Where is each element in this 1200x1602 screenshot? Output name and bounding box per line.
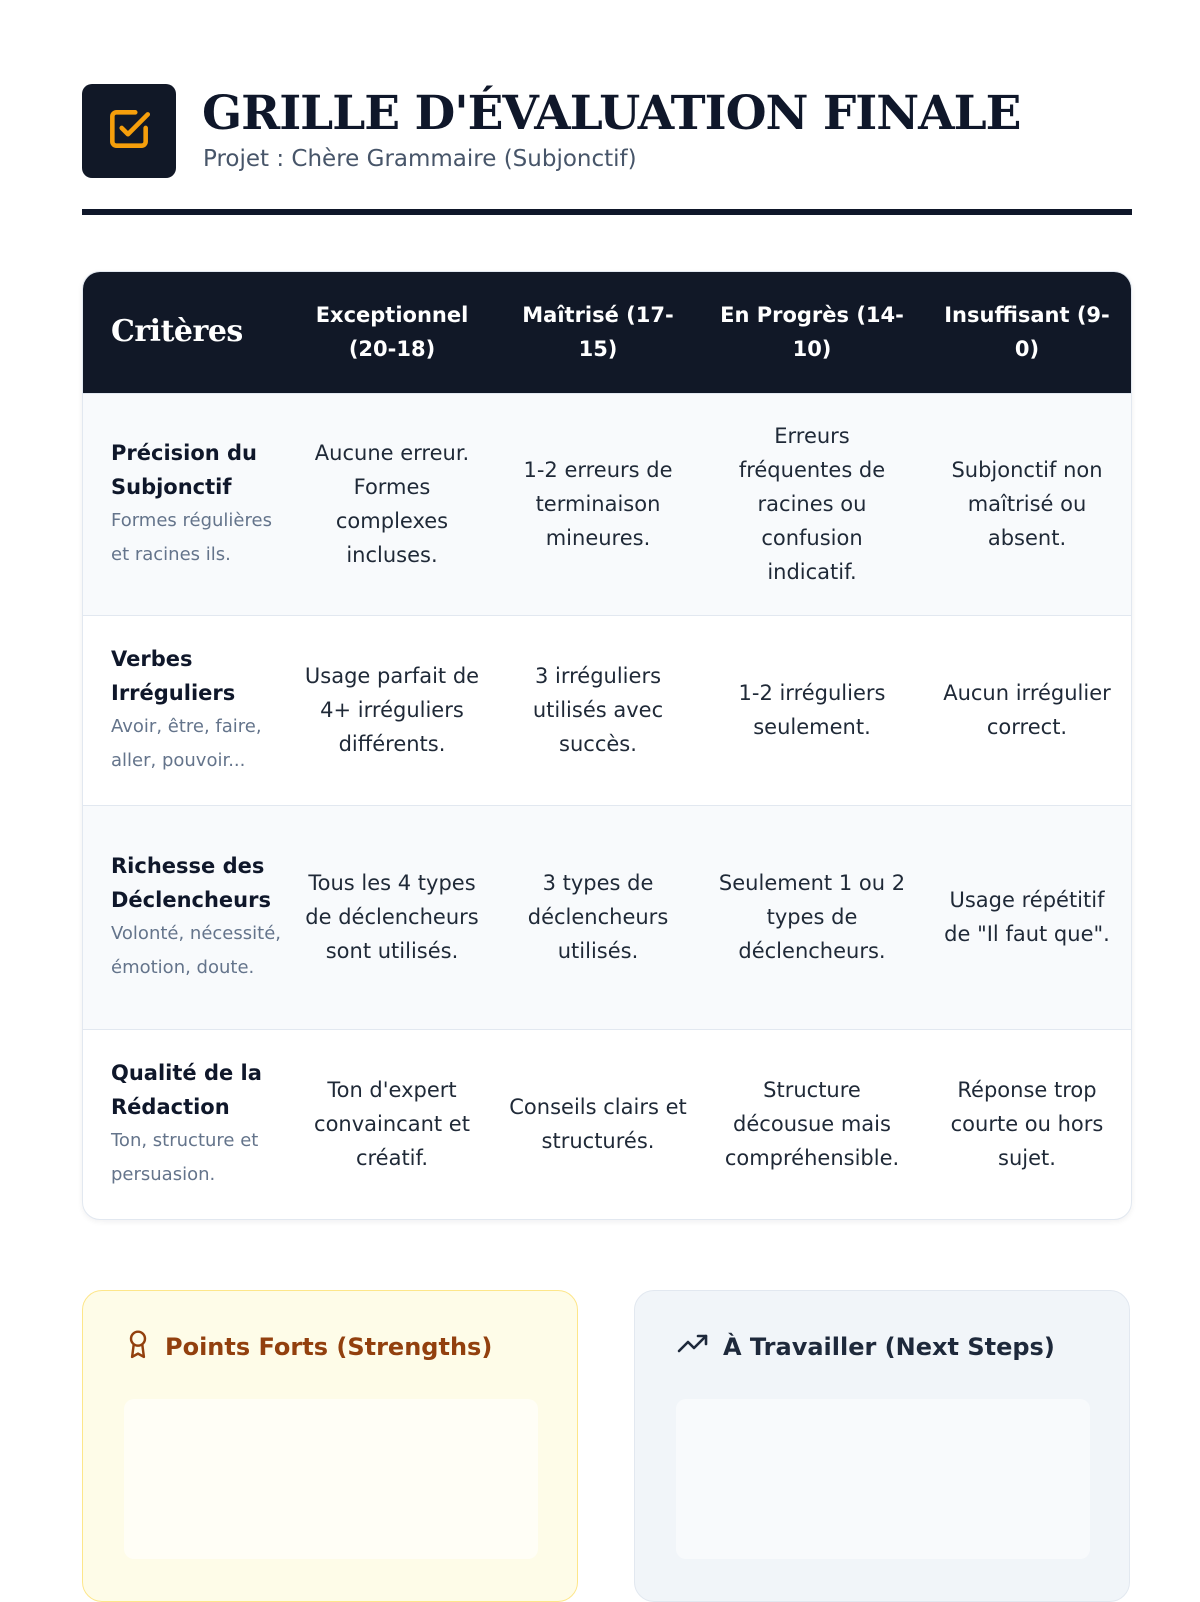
page-subtitle: Projet : Chère Grammaire (Subjonctif) <box>203 146 637 172</box>
criterion-name: Verbes Irréguliers <box>111 647 236 705</box>
criterion-description: Volonté, nécessité, émotion, doute. <box>111 923 281 978</box>
checkbox-icon <box>104 104 154 158</box>
table-row <box>83 393 1131 615</box>
strengths-header <box>125 1329 492 1365</box>
criterion-description: Ton, structure et persuasion. <box>111 1130 259 1186</box>
criterion-name: Richesse des Déclencheurs <box>111 854 271 912</box>
criterion-description: Avoir, être, faire, aller, pouvoir... <box>111 716 262 771</box>
table-header-row <box>83 272 1131 393</box>
rubric-cell: Aucun irrégulier correct. <box>943 681 1111 739</box>
table-row <box>83 805 1131 1029</box>
column-header-in-progress: En Progrès (14-10) <box>720 303 904 362</box>
logo-badge <box>82 84 176 178</box>
criterion-description: Formes régulières et racines ils. <box>111 510 272 565</box>
criterion-cell <box>83 1029 289 1219</box>
table-row <box>83 615 1131 805</box>
rubric-cell: 3 irréguliers utilisés avec succès. <box>532 664 664 756</box>
rubric-cell: 1-2 erreurs de terminaison mineures. <box>523 458 673 550</box>
next-steps-card <box>634 1290 1130 1602</box>
rubric-cell: Structure décousue mais compréhensible. <box>724 1078 900 1171</box>
criterion-cell <box>83 615 289 805</box>
rubric-cell: Ton d'expert convaincant et créatif. <box>314 1078 470 1171</box>
trending-up-icon <box>677 1332 709 1362</box>
rubric-cell: Usage parfait de 4+ irréguliers différents. <box>304 664 480 756</box>
rubric-cell: 1-2 irréguliers seulement. <box>738 681 886 739</box>
header-divider <box>82 209 1132 215</box>
strengths-card <box>82 1290 578 1602</box>
next-steps-notes-area[interactable] <box>676 1399 1090 1559</box>
page-title: GRILLE D'ÉVALUATION FINALE <box>202 86 1021 141</box>
rubric-cell: Conseils clairs et structurés. <box>509 1095 687 1154</box>
column-header-insufficient: Insuffisant (9-0) <box>944 303 1110 362</box>
column-header-criteria: Critères <box>111 314 243 350</box>
page-header <box>82 84 1132 184</box>
criterion-cell <box>83 805 289 1029</box>
rubric-cell: Réponse trop courte ou hors sujet. <box>950 1078 1104 1171</box>
rubric-cell: Aucune erreur. Formes complexes incluses. <box>314 441 470 567</box>
table-row <box>83 1029 1131 1219</box>
next-steps-header <box>677 1329 1055 1365</box>
criterion-name: Précision du Subjonctif <box>111 441 258 499</box>
rubric-cell: 3 types de déclencheurs utilisés. <box>527 871 669 963</box>
rubric-cell: Usage répétitif de "Il faut que". <box>944 888 1110 946</box>
rubric-cell: Seulement 1 ou 2 types de déclencheurs. <box>718 871 906 963</box>
criterion-cell <box>83 393 289 615</box>
column-header-mastered: Maîtrisé (17-15) <box>522 303 674 362</box>
rubric-cell: Tous les 4 types de déclencheurs sont utilisés. <box>305 871 479 963</box>
rubric-table <box>82 271 1132 1220</box>
strengths-title: Points Forts (Strengths) <box>165 1333 493 1361</box>
criterion-name: Qualité de la Rédaction <box>111 1061 262 1120</box>
rubric-cell: Subjonctif non maîtrisé ou absent. <box>951 458 1103 550</box>
next-steps-title: À Travailler (Next Steps) <box>723 1333 1055 1361</box>
strengths-notes-area[interactable] <box>124 1399 538 1559</box>
award-icon <box>125 1329 151 1365</box>
rubric-cell: Erreurs fréquentes de racines ou confusion indicatif. <box>738 424 886 584</box>
column-header-exceptional: Exceptionnel (20-18) <box>315 303 469 362</box>
